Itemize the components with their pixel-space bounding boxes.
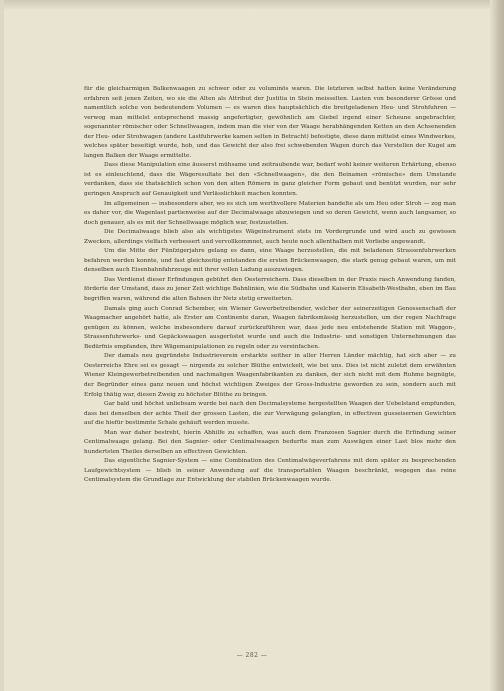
paragraph: Im allgemeinen — insbesondere aber, wo es sich um werthvollere Materien handelte als um Heu oder Stroh — zog man es daher vor, die Wagenlast partienweise auf der Decimalwaage abzuwiegen und so deren Gewicht, wenn auch langsamer, so doch genauer, als es mit der Schnellwaage möglich war, festzustellen. xyxy=(84,200,456,226)
page-gutter-shadow xyxy=(490,0,504,691)
paragraph: Man war daher bestrebt, hierin Abhilfe zu schaffen, was auch dem Franzosen Sagnier durch die Erfindung seiner Centimalwaage gelang. Bei den Sagnier- oder Centimalwaagen bedurfte man zum Auswägen einer Last blos mehr den hundertsten Theiles derselben an effectiven Gewichten. xyxy=(84,429,456,455)
paragraph: Der damals neu gegründete Industrieverein erstarkte seither in aller Herren Länder mächtig, hat sich aber — zu Oesterreichs Ehre sei es gesagt — nirgends zu solcher Blüthe entwickelt, wie bei uns. Dies ist nicht zuletzt dem erwähnten Wiener Kleingewerbetreibenden und nachmaligen Waagenfabrikanten zu danken, der sich nicht mit dem Ruhme begnügte, der Begründer eines ganz neuen und höchst wichtigen Zweiges der Gross-Industrie geworden zu sein, sondern auch mit Erfolg thätig war, diesen Zweig zu höchster Blüthe zu bringen. xyxy=(84,353,456,398)
paragraph: Damals ging auch Conrad Schember, ein Wiener Gewerbetreibender, welcher der seinerzeitigen Genossenschaft der Waagmacher angehört hatte, als Erster am Continente daran, Waagen fabriksmässig herzustellen, um der regen Nachfrage genügen zu können, welche insbesondere darauf zurückzuführen war, dass jede neu entstehende Station mit Waggon-, Strassenfuhrwerks- und Gepäckswaagen ausgerüstet wurde und auch die Industrie- und sonstigen Unternehmungen das Bedürfnis empfanden, ihre Wägemanipulationen zu regeln oder zu vereinfachen. xyxy=(84,305,456,350)
paragraph: Gar bald und höchst unliebsam wurde bei nach den Decimalsysteme hergestellten Waagen der Uebelstand empfunden, dass bei denselben der achte Theil der grossen Lasten, die zur Verwägung gelangten, in effectiven gusseisernen Gewichten auf die hiefür bestimmte Schale gehäuft werden musste. xyxy=(84,401,456,427)
paragraph: Um die Mitte der Fünfzigerjahre gelang es dann, eine Waage herzustellen, die mit beladenen Strassenfuhrwerken befahren werden konnte, und fast gleichzeitig entstanden die ersten Brückenwaagen, die stark genug gebaut waren, um mit denselben auch Eisenbahnfahrzeuge mit ihrer vollen Ladung auszuwiegen. xyxy=(84,248,456,274)
page-left-edge xyxy=(0,0,4,691)
paragraph: Das Verdienst dieser Erfindungen gebührt den Oesterreichern. Dass dieselben in der Praxis rasch Anwendung fanden, förderte der Umstand, dass zu jener Zeit wichtige Bahnlinien, wie die Südbahn und Kaiserin Elisabeth-Westbahn, eben im Bau begriffen waren, während die alten Bahnen ihr Netz stetig erweiterten. xyxy=(84,276,456,303)
page-number: — 282 — xyxy=(236,652,268,659)
paragraph: Die Decimalwaage blieb also als wichtigstes Wägeinstrument stets im Vordergrunde und wird auch zu gewissen Zwecken, allerdings vielfach verbessert und vervollkommnet, auch heute noch allenthalben mit Vorliebe angewandt. xyxy=(84,229,456,245)
paragraph: Dass diese Manipulation eine äusserst mühsame und zeitraubende war, bedarf wohl keiner weiteren Erhärtung, ebenso ist es einleuchtend, dass die Wägeresultate bei den «Schnellwaagen», die den Beinamen «römische» dem Umstande verdanken, dass sie thatsächlich schon von den alten Römern in ganz gleicher Form gebaut und benützt wurden, nur sehr geringen Anspruch auf Genauigkeit und Verlässlichkeit machen konnten. xyxy=(84,162,456,198)
paragraph: für die gleicharmigen Balkenwaagen zu schwer oder zu voluminös waren. Die letzteren selbst hatten keine Veränderung erfahren seit jenen Zeiten, wo sie die Alten als Attribut der Justitia in Stein meisselten. Lasten von besonderer Grösse und namentlich solche von bedeutendem Volumen — es waren dies hauptsächlich die breitgeladenen Heu- und Strohfuhren — verwog man mittelst entsprechend massig angefertigter, gewöhnlich am Giebel irgend einer Scheune angebrachter, sogenannter römischer oder Schnellwaagen, indem man die vier von der Waage herabhängenden Ketten an den Achsenenden der Heu- oder Strohwagen (andere Lastfuhrwerke kamen selten in Betracht) befestigte, diese dann mittelst eines Windwerkes, welches später beseitigt wurde, hob, und das Gewicht der also frei schwebenden Wagen durch das Verstellen der Kugel am langen Balken der Waage ermittelte. xyxy=(84,86,456,159)
body-text xyxy=(84,85,456,486)
paragraph: Das eigentliche Sagnier-System — eine Combination des Centimalwägeverfahrens mit dem später zu besprechenden Laufgewichtsystem — blieb in seiner Anwendung auf die transportablen Waagen beschränkt, wogegen das reine Centimalsystem die Grundlage zur Entwicklung der stabilen Brückenwaagen wurde. xyxy=(84,458,456,484)
page-top-shadow xyxy=(0,0,504,9)
